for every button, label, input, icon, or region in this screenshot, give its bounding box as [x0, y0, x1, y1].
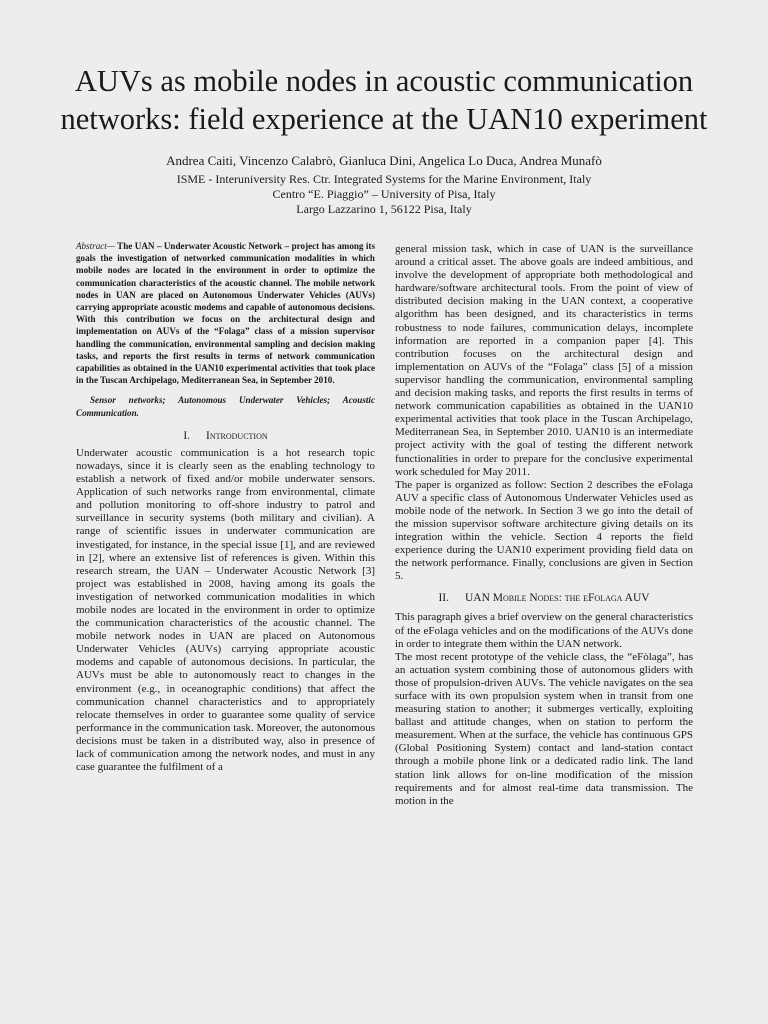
title-line-2: networks: field experience at the UAN10 experiment — [60, 102, 708, 136]
organization-paragraph: The paper is organized as follow: Section 2 describes the eFolaga AUV a specific class of Autonomous Underwater Vehicles used as mobile node of the network. In Section 3 we go into the detail of the mission supervisor software architecture giving details on its integration within the vehicle. Section 4 reports the field experience during the UAN10 experiment providing field data on the network performance. Finally, conclusions are given in Section 5. — [395, 478, 693, 583]
section-title: Introduction — [206, 429, 268, 442]
abstract-text: The UAN – Underwater Acoustic Network – project has among its goals the investigation of networked communication modalities in which mobile nodes are located in the environment in order to optimize the communication characteristics of the acoustic channel. The mobile network nodes in UAN are placed on Autonomous Underwater Vehicles (AUVs) carrying appropriate acoustic modems and capable of autonomous decisions. With this contribution we focus on the architectural design and implementation on AUVs of the “Folaga” class of a mission supervisor handling the communication, environmental sampling and decision making tasks, and reports the first results in terms of network communication capabilities as obtained in the UAN10 experimental activities that took place in the Tuscan Archipelago, Mediterranean Sea, in September 2010. — [76, 241, 375, 386]
affiliation-line-3: Largo Lazzarino 1, 56122 Pisa, Italy — [296, 202, 472, 216]
section-heading-introduction — [76, 429, 375, 443]
paper-title — [40, 62, 728, 138]
affiliation-block — [40, 172, 728, 217]
intro-paragraph-cont: general mission task, which in case of UAN is the surveillance around a critical asset. The above goals are indeed ambitious, and involve the development of appropriate both methodological and hardware/software architectural tools. From the point of view of distributed decision making in the UAN context, a cooperative algorithm has been designed, and its characteristics in terms robustness to node failures, communication delays, incomplete information are reported in a companion paper [4]. This contribution focuses on the architectural design and implementation on AUVs of the “Folaga” class [5] of a mission supervisor handling the communication, environmental sampling and decision making tasks, and reports the first results in terms of network communication capabilities as obtained in the UAN10 experimental activities that took place in the Tuscan Archipelago, Mediterranean Sea, in September 2010. UAN10 is an intermediate project activity with the goal of testing the different network functionalities in order to prepare for the conclusive experimental work scheduled for May 2011. — [395, 243, 693, 478]
vehicle-paragraph: The most recent prototype of the vehicle class, the “eFòlaga”, has an actuation system combining those of autonomous gliders with those of propulsion-driven AUVs. The vehicle navigates on the sea surface with its own propulsion system when in transit from one measuring station to another; it submerges vertically, exploiting ballast and attitude changes, when on station to perform the measurement. When at the surface, the vehicle has continuous GPS (Global Positioning System) contact and land-station contact through a mobile phone link or a dedicated radio link. The land station link allows for on-line modification of the mission requirements and for almost real-time data transmission. The motion in the — [395, 650, 693, 807]
author-list: Andrea Caiti, Vincenzo Calabrò, Gianluca Dini, Angelica Lo Duca, Andrea Munafò — [166, 153, 602, 168]
overview-paragraph: This paragraph gives a brief overview on the general characteristics of the eFolaga vehicles and on the modifications of the AUVs done in order to integrate them within the UAN network. — [395, 611, 693, 650]
left-column — [76, 240, 375, 774]
section-heading-mobile-nodes — [395, 591, 693, 605]
affiliation-line-2: Centro “E. Piaggio” – University of Pisa, Italy — [272, 187, 496, 201]
right-column — [395, 243, 693, 808]
keywords: Sensor networks; Autonomous Underwater Vehicles; Acoustic Communication. — [76, 395, 375, 418]
intro-paragraph: Underwater acoustic communication is a hot research topic nowadays, since it is clearly seen as the enabling technology to establish a network of fixed and/or mobile underwater sensors. Application of such networks range from environmental, climate and pollution monitoring to off-shore industry to patrol and surveillance in security systems (both military and civilian). A range of scientific issues in underwater communication are investigated, for instance, in the special issue [1], and are reviewed in [2], where an extensive list of references is given. Within this research stream, the UAN – Underwater Acoustic Network [3] project was established in 2008, having among its goals the investigation of networked communication modalities in which mobile nodes are located in the environment in order to optimize the communication characteristics of the acoustic channel. The mobile network nodes in UAN are placed on Autonomous Underwater Vehicles (AUVs) carrying appropriate acoustic modems and capable of autonomous decisions. In particular, the AUVs must be able to autonomously react to changes in the environment (e.g., in oceanographic conditions) that affect the communication channel characteristics and to appropriately relocate themselves in order to guarantee some quality of service performance in the communication task. Moreover, the autonomous decisions must be taken in a distributed way, also in presence of lack of communication among the network nodes, and must in any case guarantee the fulfilment of a — [76, 446, 375, 774]
title-line-1: AUVs as mobile nodes in acoustic communication — [74, 64, 694, 98]
abstract — [76, 240, 375, 386]
section-number: I. — [183, 429, 191, 442]
section-number: II. — [438, 592, 449, 605]
affiliation-line-1: ISME - Interuniversity Res. Ctr. Integrated Systems for the Marine Environment, Italy — [176, 172, 592, 186]
abstract-lead: Abstract— — [76, 241, 115, 251]
section-title: UAN Mobile Nodes: the eFolaga AUV — [464, 592, 650, 605]
